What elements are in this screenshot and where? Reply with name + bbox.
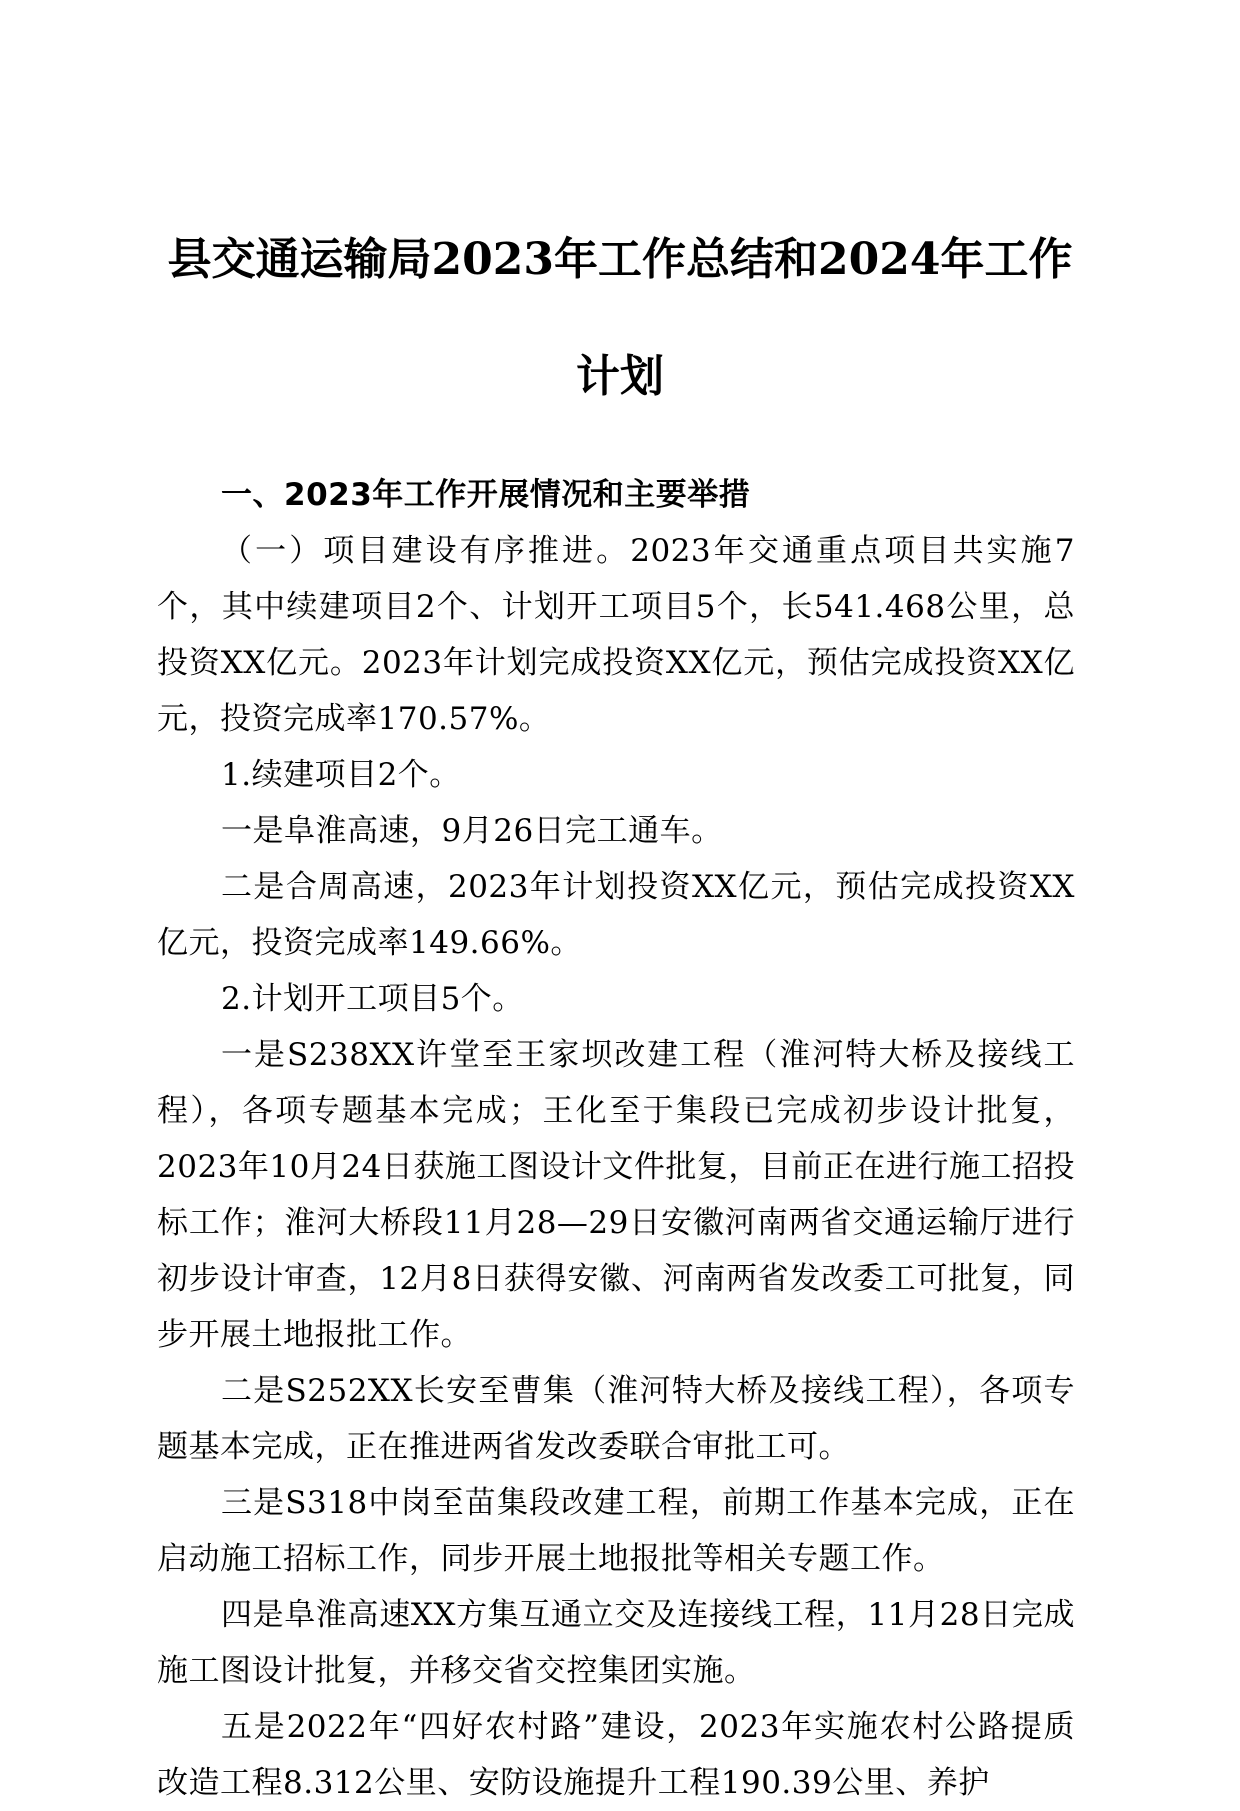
paragraph-planned-project-3: 三是S318中岗至苗集段改建工程，前期工作基本完成，正在启动施工招标工作，同步开展土地报批等相关专题工作。 — [157, 1485, 1075, 1577]
paragraph-continuing-project-1: 一是阜淮高速，9月26日完工通车。 — [221, 813, 723, 849]
paragraph-planned-project-4: 四是阜淮高速XX方集互通立交及连接线工程，11月28日完成施工图设计批复，并移交省交控集团实施。 — [157, 1597, 1075, 1689]
paragraph-project-overview: （一）项目建设有序推进。2023年交通重点项目共实施7个，其中续建项目2个、计划开工项目5个，长541.468公里，总投资XX亿元。2023年计划完成投资XX亿元，预估完成投资XX亿元，投资完成率170.57%。 — [157, 533, 1075, 737]
paragraph-planned-project-1: 一是S238XX许堂至王家坝改建工程（淮河特大桥及接线工程），各项专题基本完成；王化至于集段已完成初步设计批复，2023年10月24日获施工图设计文件批复，目前正在进行施工招投标工作；淮河大桥段11月28—29日安徽河南两省交通运输厅进行初步设计审查，12月8日获得安徽、河南两省发改委工可批复，同步开展土地报批工作。 — [157, 1037, 1075, 1353]
paragraph-continuing-projects-heading: 1.续建项目2个。 — [221, 757, 461, 793]
paragraph-planned-project-5: 五是2022年“四好农村路”建设，2023年实施农村公路提质改造工程8.312公里、安防设施提升工程190.39公里、养护 — [157, 1709, 1075, 1801]
document-title-line-2: 计划 — [576, 351, 664, 402]
document-body — [157, 467, 1075, 1811]
paragraph-continuing-project-2: 二是合周高速，2023年计划投资XX亿元，预估完成投资XX亿元，投资完成率149.66%。 — [157, 869, 1075, 961]
paragraph-planned-project-2: 二是S252XX长安至曹集（淮河特大桥及接线工程），各项专题基本完成，正在推进两省发改委联合审批工可。 — [157, 1373, 1075, 1465]
document-title-line-1: 县交通运输局2023年工作总结和2024年工作 — [167, 234, 1073, 285]
paragraph-planned-projects-heading: 2.计划开工项目5个。 — [221, 981, 524, 1017]
section-heading: 一、2023年工作开展情况和主要举措 — [221, 477, 751, 513]
